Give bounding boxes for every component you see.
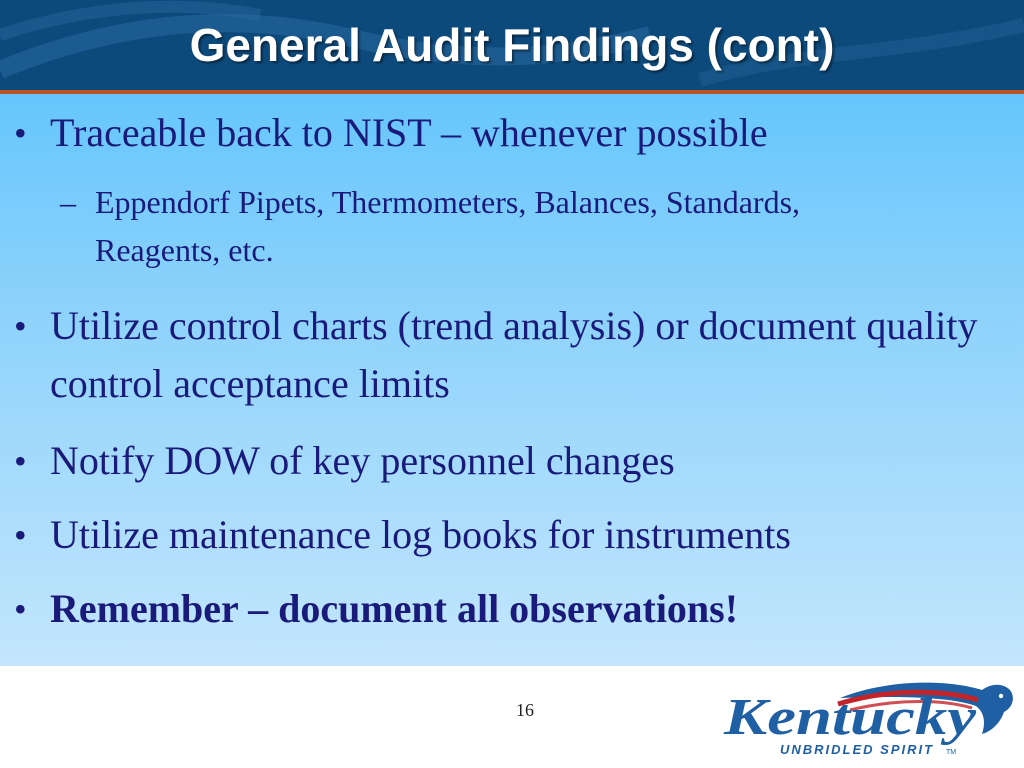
bullet-text: Traceable back to NIST – whenever possible [50,110,768,155]
logo-trademark: TM [946,749,957,756]
bullet-dot: • [14,113,27,153]
slide-number: 16 [516,700,534,720]
bullet-text: Utilize maintenance log books for instruments [50,512,791,557]
kentucky-logo [720,676,1020,760]
bullet-dot: • [14,589,27,629]
bullet-dot: • [14,441,27,481]
sub-bullet-text: Eppendorf Pipets, Thermometers, Balances, Standards, Reagents, etc. [95,184,801,268]
bullet-text: Notify DOW of key personnel changes [50,438,675,483]
content-panel [0,94,1024,666]
bullet-text: Utilize control charts (trend analysis) or document quality control acceptance limits [50,303,978,406]
logo-tagline: UNBRIDLED SPIRIT [780,742,935,757]
slide-title: General Audit Findings (cont) [189,19,835,71]
bullet-dot: • [14,306,27,346]
bullet-text: Remember – document all observations! [50,586,739,631]
slide-header [0,0,1024,90]
logo-wordmark: Kentucky [722,689,978,746]
bullet-dot: • [14,515,27,555]
sub-bullet-dash: – [60,184,76,220]
